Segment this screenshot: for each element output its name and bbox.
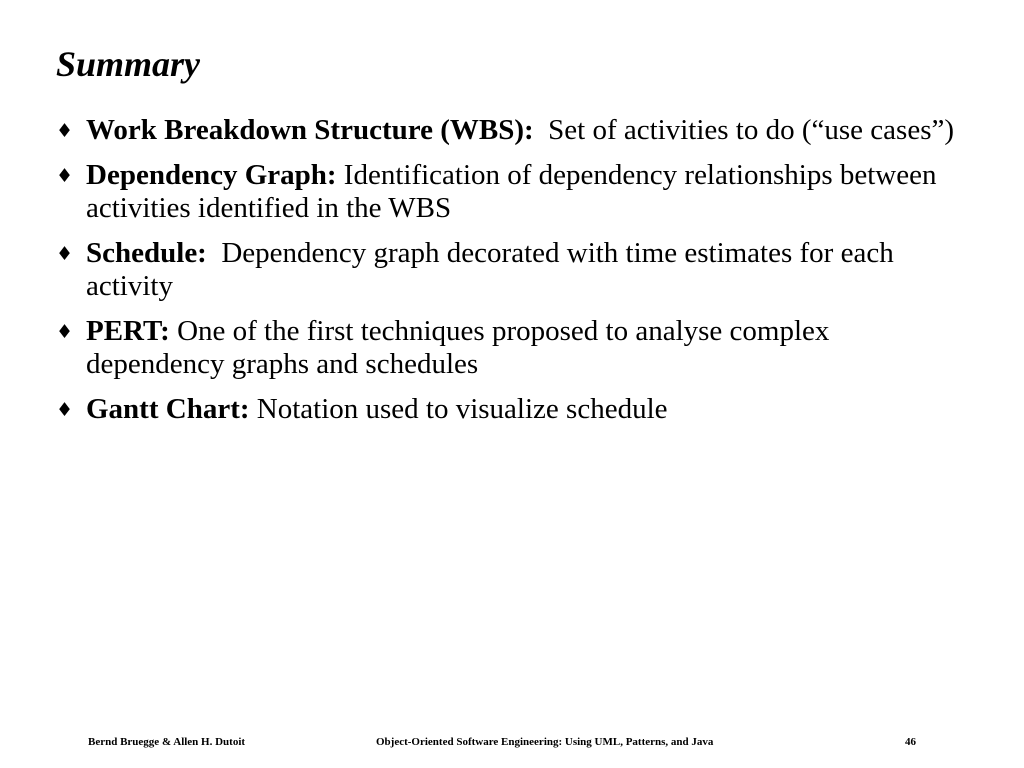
- diamond-bullet-icon: ♦: [56, 321, 74, 343]
- bullet-text: Dependency graph decorated with time estimates for each activity: [86, 237, 901, 302]
- diamond-bullet-icon: ♦: [56, 399, 74, 421]
- diamond-bullet-icon: ♦: [56, 165, 74, 187]
- diamond-bullet-icon: ♦: [56, 120, 74, 142]
- diamond-bullet-icon: ♦: [56, 243, 74, 265]
- bullet-text: One of the first techniques proposed to analyse complex dependency graphs and schedules: [86, 315, 837, 380]
- bullet-term: PERT:: [86, 315, 170, 347]
- bullet-item-wbs: [56, 114, 956, 147]
- footer-authors: Bernd Bruegge & Allen H. Dutoit: [88, 736, 246, 748]
- bullet-text: Notation used to visualize schedule: [249, 393, 668, 425]
- footer-book-title: Object-Oriented Software Engineering: Using UML, Patterns, and Java: [376, 736, 714, 748]
- bullet-text: Identification of dependency relationships between activities identified in the WBS: [86, 159, 944, 224]
- bullet-item-dependency-graph: [56, 159, 956, 225]
- bullet-item-gantt-chart: [56, 393, 956, 426]
- bullet-item-schedule: [56, 237, 956, 303]
- bullet-term: Schedule:: [86, 237, 207, 269]
- bullet-term: Work Breakdown Structure (WBS):: [86, 114, 534, 146]
- summary-bullet-list: [56, 114, 956, 438]
- bullet-text: Set of activities to do (“use cases”): [533, 114, 955, 146]
- bullet-term: Dependency Graph:: [86, 159, 337, 191]
- footer-page-number: 46: [905, 736, 916, 748]
- slide-title: Summary: [56, 44, 201, 84]
- bullet-term: Gantt Chart:: [86, 393, 250, 425]
- bullet-item-pert: [56, 315, 956, 381]
